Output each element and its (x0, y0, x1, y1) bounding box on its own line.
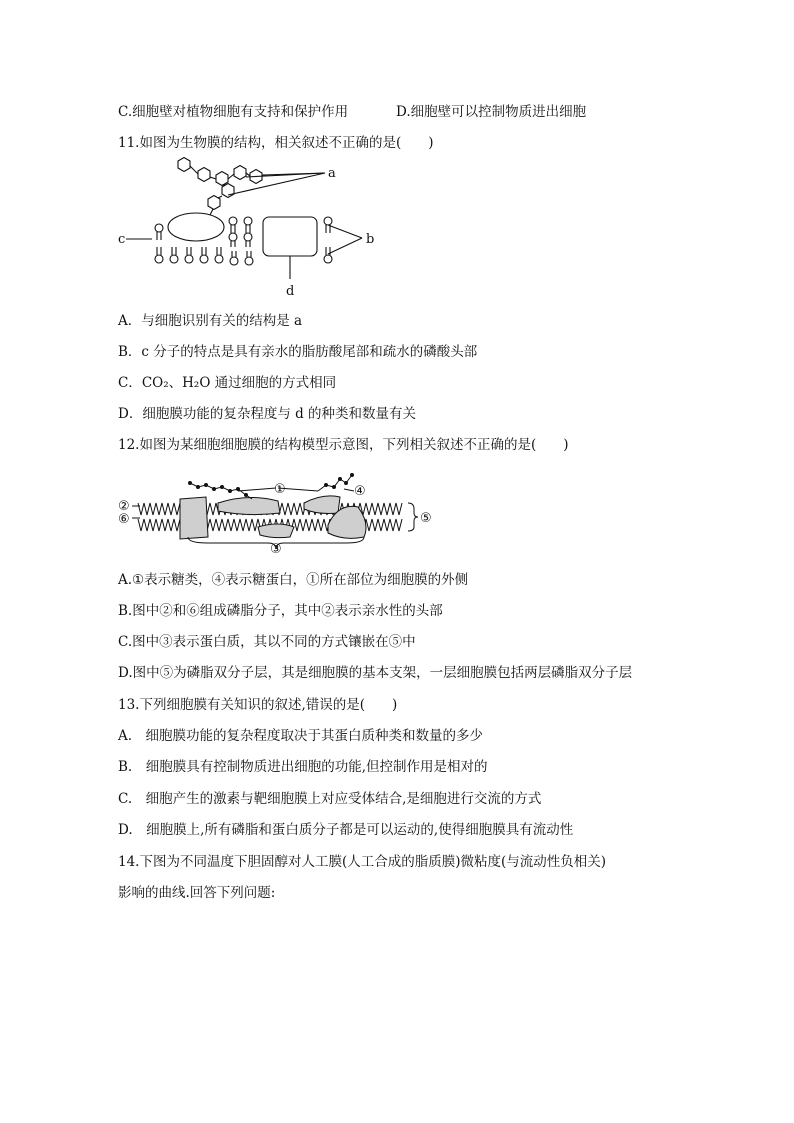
q12-option-b: B.图中②和⑥组成磷脂分子，其中②表示亲水性的头部 (118, 603, 443, 619)
q12-option-d: D.图中⑤为磷脂双分子层，其是细胞膜的基本支架，一层细胞膜包括两层磷脂双分子层 (118, 665, 633, 681)
q11-label-c: c (118, 232, 126, 247)
q12-label-3: ③ (270, 542, 282, 557)
q11-option-c: C．CO₂、H₂O 通过细胞的方式相同 (118, 375, 337, 391)
q13-stem: 13.下列细胞膜有关知识的叙述,错误的是( ) (118, 697, 398, 713)
q13-option-c: C. 细胞产生的激素与靶细胞膜上对应受体结合,是细胞进行交流的方式 (118, 791, 542, 807)
phospholipid-mid-row (229, 233, 252, 247)
sugar-hexagon (178, 158, 190, 172)
q11-label-d: d (286, 284, 295, 299)
q13-option-a: A. 细胞膜功能的复杂程度取决于其蛋白质种类和数量的多少 (118, 728, 484, 744)
q12-stem: 12.如图为某细胞细胞膜的结构模型示意图，下列相关叙述不正确的是( ) (118, 437, 569, 453)
protein-bottom-mid (258, 524, 294, 538)
q14-stem-line2: 影响的曲线.回答下列问题: (118, 885, 276, 901)
q10-option-c: C.细胞壁对植物细胞有支持和保护作用 (118, 104, 349, 120)
q13-option-d: D. 细胞膜上,所有磷脂和蛋白质分子都是可以运动的,使得细胞膜具有流动性 (118, 822, 574, 838)
protein-rect (263, 217, 317, 256)
q11-stem: 11.如图为生物膜的结构，相关叙述不正确的是( ) (118, 135, 434, 151)
sugar-hexagon (222, 184, 234, 198)
q11-label-b: b (366, 232, 375, 247)
glycoprotein-ellipse (168, 213, 224, 241)
q11-label-a: a (328, 166, 336, 181)
q12-label-5: ⑤ (420, 511, 432, 526)
q14-stem-line1: 14.下图为不同温度下胆固醇对人工膜(人工合成的脂质膜)微粘度(与流动性负相关) (118, 854, 607, 870)
q12-membrane-model-figure (118, 467, 438, 555)
q11-option-d: D．细胞膜功能的复杂程度与 d 的种类和数量有关 (118, 406, 417, 422)
q11-option-a: A．与细胞识别有关的结构是 a (118, 313, 303, 329)
q13-option-b: B. 细胞膜具有控制物质进出细胞的功能,但控制作用是相对的 (118, 759, 488, 775)
q10-option-d: D.细胞壁可以控制物质进出细胞 (396, 104, 587, 120)
protein-mid (218, 497, 280, 514)
q11-membrane-figure (118, 155, 388, 300)
protein-right-top (304, 496, 340, 514)
q11-option-b: B．c 分子的特点是具有亲水的脂肪酸尾部和疏水的磷酸头部 (118, 344, 478, 360)
protein-left (180, 497, 208, 539)
q12-label-1: ① (274, 482, 286, 497)
sugar-hexagon (198, 168, 210, 182)
sugar-hexagon (234, 166, 246, 180)
q12-option-c: C.图中③表示蛋白质，其以不同的方式镶嵌在⑤中 (118, 634, 416, 650)
q12-label-4: ④ (354, 484, 366, 499)
q12-label-2: ② (118, 499, 130, 514)
sugar-hexagon (216, 172, 228, 186)
q12-option-a: A.①表示糖类，④表示糖蛋白，①所在部位为细胞膜的外侧 (118, 572, 469, 588)
q12-label-6: ⑥ (118, 512, 130, 527)
